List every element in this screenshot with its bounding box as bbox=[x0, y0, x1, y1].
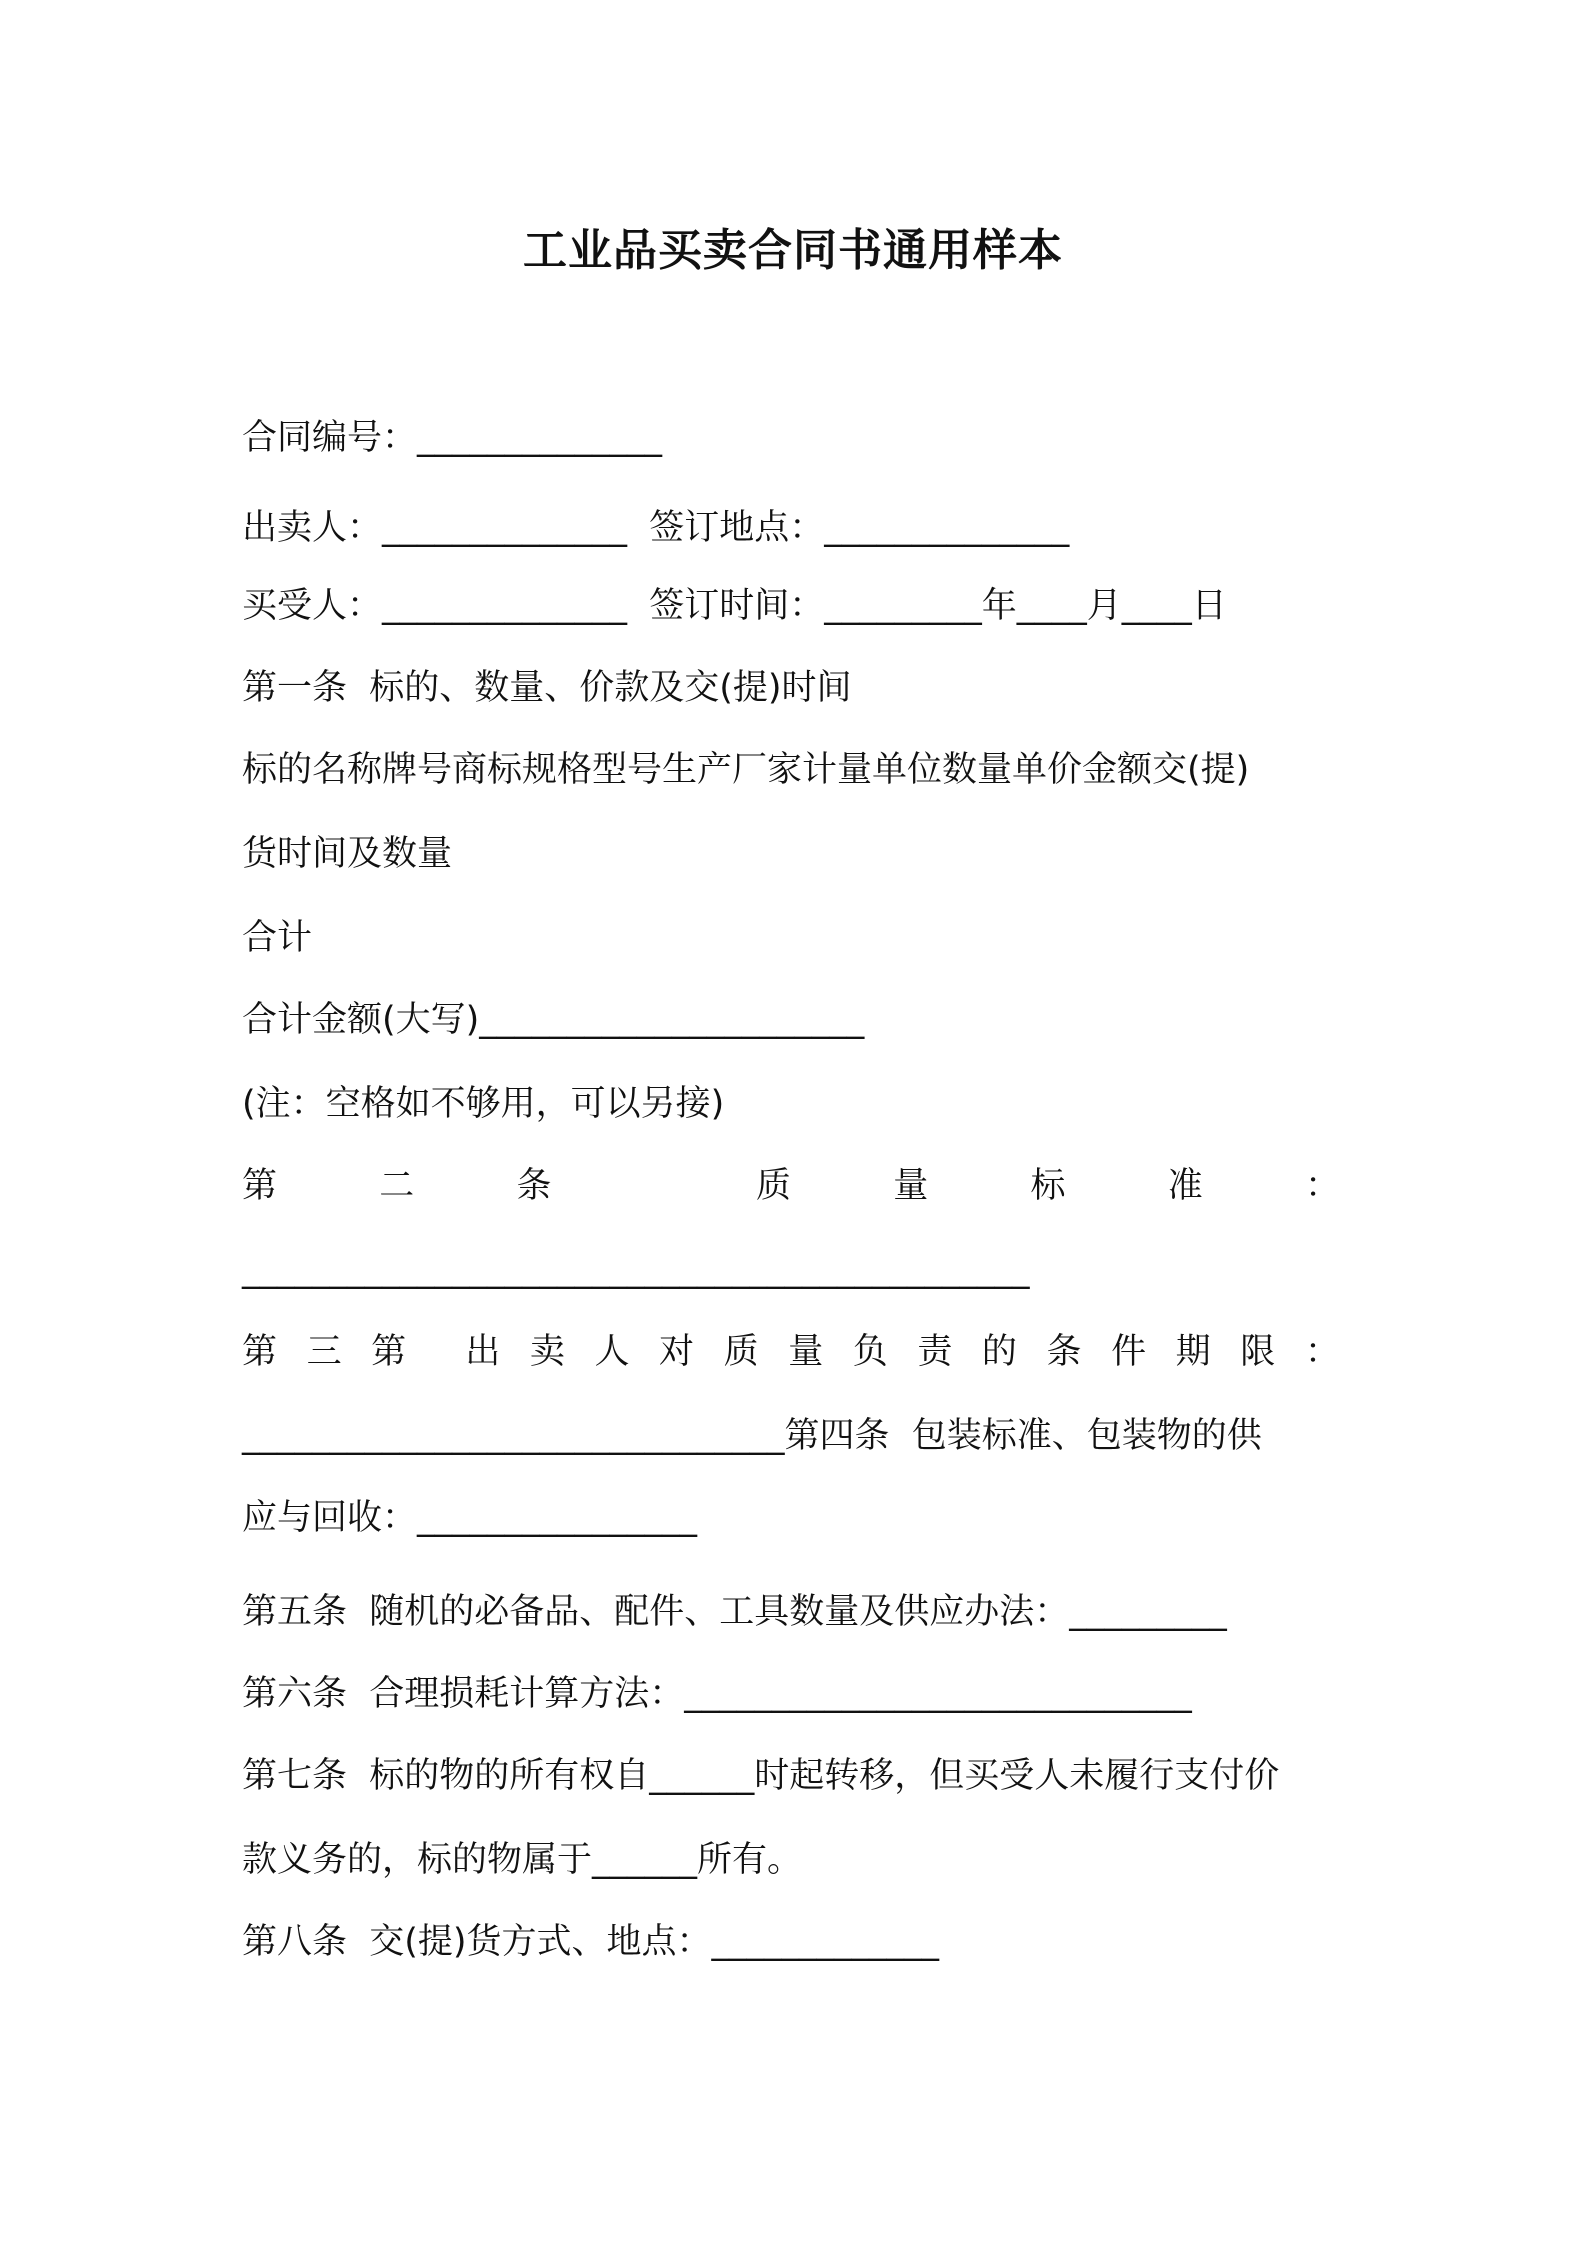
article-3-char: 责 bbox=[917, 1332, 953, 1372]
article-3-blank-article-4: _______________________________第四条 包装标准、包装物的供 bbox=[242, 1416, 1262, 1456]
article-3-char: 第 bbox=[371, 1332, 407, 1372]
article-2-char: 标 bbox=[1030, 1166, 1066, 1206]
article-1-columns-line-2: 货时间及数量 bbox=[242, 834, 453, 874]
article-3-char: 出 bbox=[465, 1332, 501, 1372]
contract-number-line: 合同编号：______________ bbox=[242, 418, 663, 458]
article-2-char: 第 bbox=[242, 1166, 278, 1206]
article-7-line-1: 第七条 标的物的所有权自______时起转移，但买受人未履行支付价 bbox=[242, 1756, 1280, 1796]
total-amount-line: 合计金额(大写)______________________ bbox=[242, 1000, 865, 1040]
article-3-char: ： bbox=[1304, 1332, 1340, 1372]
article-2-char: 质 bbox=[755, 1166, 791, 1206]
buyer-line: 买受人：______________ 签订时间：_________年____月____日 bbox=[242, 586, 1227, 626]
article-1-heading: 第一条 标的、数量、价款及交(提)时间 bbox=[242, 668, 852, 708]
article-6-line: 第六条 合理损耗计算方法：_____________________________ bbox=[242, 1674, 1192, 1714]
article-2-heading bbox=[242, 1164, 1340, 1208]
article-2-char: 二 bbox=[379, 1166, 415, 1206]
article-2-blank: _____________________________________________ bbox=[242, 1250, 1030, 1290]
article-2-char: 准 bbox=[1167, 1166, 1203, 1206]
note-line: (注：空格如不够用，可以另接) bbox=[242, 1084, 725, 1124]
article-4-continuation: 应与回收：________________ bbox=[242, 1498, 698, 1538]
total-line: 合计 bbox=[242, 918, 313, 958]
article-2-char: 条 bbox=[516, 1166, 552, 1206]
article-3-char: 质 bbox=[723, 1332, 759, 1372]
article-3-char: 对 bbox=[659, 1332, 695, 1372]
article-3-char: 三 bbox=[306, 1332, 342, 1372]
article-1-columns-line-1: 标的名称牌号商标规格型号生产厂家计量单位数量单价金额交(提) bbox=[242, 750, 1250, 790]
document-title: 工业品买卖合同书通用样本 bbox=[523, 225, 1063, 276]
seller-line: 出卖人：______________ 签订地点：______________ bbox=[242, 508, 1070, 548]
article-8-line: 第八条 交(提)货方式、地点：_____________ bbox=[242, 1922, 940, 1962]
article-3-heading bbox=[242, 1330, 1340, 1374]
article-3-char: 期 bbox=[1175, 1332, 1211, 1372]
article-3-char: 条 bbox=[1046, 1332, 1082, 1372]
article-3-char: 卖 bbox=[529, 1332, 565, 1372]
article-3-char: 限 bbox=[1240, 1332, 1276, 1372]
article-7-line-2: 款义务的，标的物属于______所有。 bbox=[242, 1840, 803, 1880]
article-3-char: 人 bbox=[594, 1332, 630, 1372]
article-2-char: 量 bbox=[893, 1166, 929, 1206]
article-3-char: 第 bbox=[242, 1332, 278, 1372]
article-3-char: 件 bbox=[1111, 1332, 1147, 1372]
article-2-char: ： bbox=[1304, 1166, 1340, 1206]
article-3-char: 的 bbox=[981, 1332, 1017, 1372]
article-5-line: 第五条 随机的必备品、配件、工具数量及供应办法：_________ bbox=[242, 1592, 1227, 1632]
article-3-char: 负 bbox=[852, 1332, 888, 1372]
article-3-char: 量 bbox=[788, 1332, 824, 1372]
